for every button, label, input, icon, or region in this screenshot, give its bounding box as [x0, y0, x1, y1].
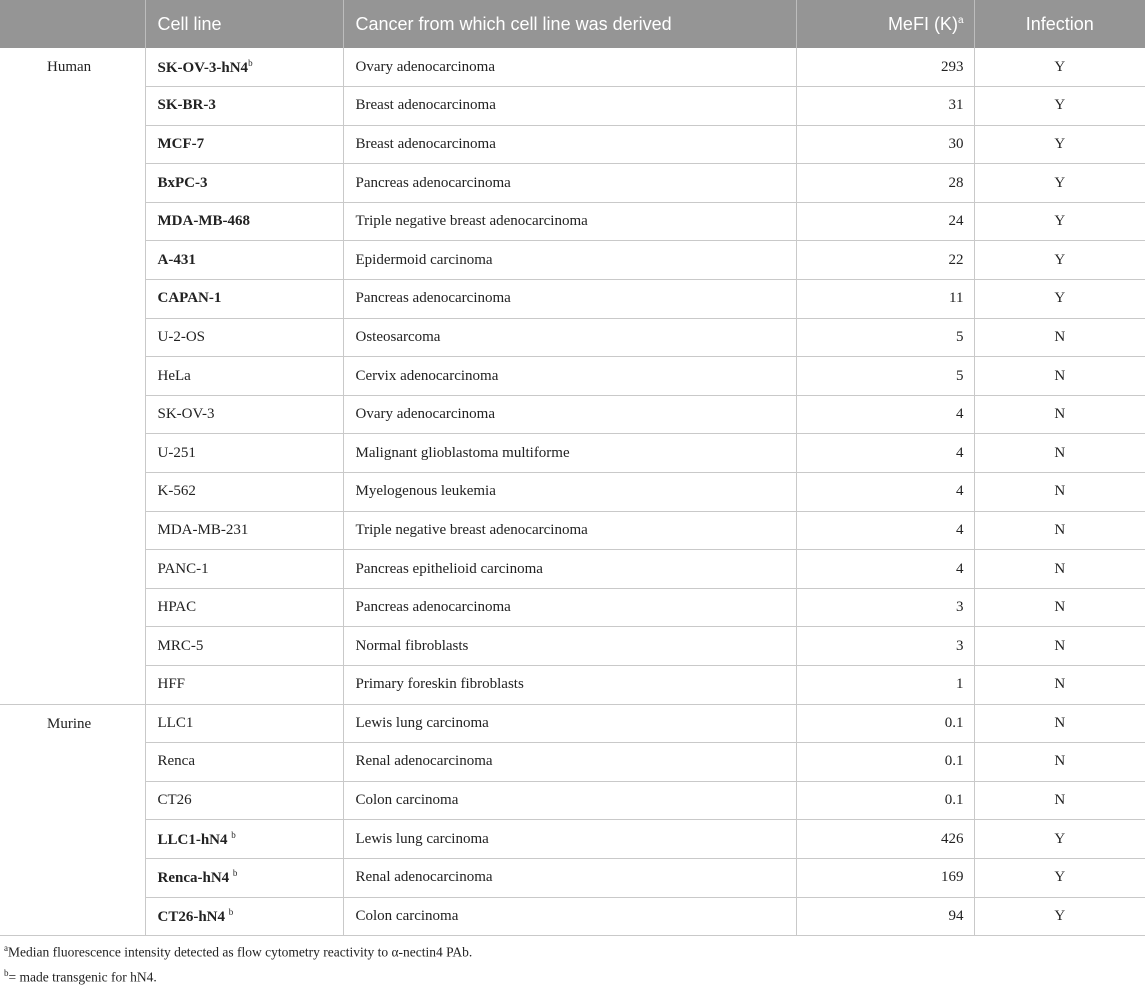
cancer-cell: Primary foreskin fibroblasts: [343, 666, 796, 705]
cancer-cell: Pancreas adenocarcinoma: [343, 164, 796, 203]
infection-cell: N: [974, 395, 1145, 434]
cell-line-cell: [145, 434, 343, 473]
infection-cell: N: [974, 318, 1145, 357]
cell-line-name: LLC1-hN4: [158, 832, 228, 848]
cell-line-name: SK-OV-3: [158, 406, 215, 422]
footnote-b: [4, 963, 472, 987]
infection-cell: Y: [974, 202, 1145, 241]
cell-line-footnote-mark: b: [233, 868, 238, 878]
infection-cell: Y: [974, 125, 1145, 164]
infection-cell: Y: [974, 164, 1145, 203]
mefi-cell: 0.1: [796, 743, 974, 782]
cancer-cell: Renal adenocarcinoma: [343, 858, 796, 897]
footnote-b-mark: b: [4, 968, 9, 978]
mefi-cell: 28: [796, 164, 974, 203]
footnote-a: [4, 938, 472, 963]
infection-cell: N: [974, 357, 1145, 396]
table-row: [0, 897, 1145, 936]
infection-cell: N: [974, 588, 1145, 627]
mefi-cell: 4: [796, 434, 974, 473]
cancer-cell: Myelogenous leukemia: [343, 473, 796, 512]
table-row: [0, 704, 1145, 743]
infection-cell: N: [974, 743, 1145, 782]
infection-cell: Y: [974, 897, 1145, 936]
cancer-cell: Renal adenocarcinoma: [343, 743, 796, 782]
cancer-cell: Pancreas adenocarcinoma: [343, 588, 796, 627]
cancer-cell: Lewis lung carcinoma: [343, 704, 796, 743]
infection-cell: N: [974, 781, 1145, 820]
cell-line-footnote-mark: b: [248, 58, 253, 68]
cell-line-name: HeLa: [158, 368, 191, 384]
mefi-cell: 3: [796, 588, 974, 627]
cell-line-name: MDA-MB-468: [158, 213, 250, 229]
cell-line-cell: [145, 511, 343, 550]
cancer-cell: Normal fibroblasts: [343, 627, 796, 666]
cell-line-cell: [145, 897, 343, 936]
infection-cell: N: [974, 511, 1145, 550]
mefi-cell: 22: [796, 241, 974, 280]
footnote-a-mark: a: [4, 943, 8, 953]
species-cell: Murine: [0, 704, 145, 936]
mefi-cell: 4: [796, 511, 974, 550]
header-mefi: [796, 0, 974, 48]
table-header-row: [0, 0, 1145, 48]
infection-cell: N: [974, 550, 1145, 589]
cell-line-footnote-mark: b: [231, 830, 236, 840]
mefi-cell: 4: [796, 550, 974, 589]
cell-line-cell: [145, 125, 343, 164]
mefi-cell: 0.1: [796, 781, 974, 820]
cell-line-name: PANC-1: [158, 561, 209, 577]
cell-line-name: MRC-5: [158, 638, 204, 654]
cancer-cell: Cervix adenocarcinoma: [343, 357, 796, 396]
cell-line-name: A-431: [158, 252, 196, 268]
table-row: [0, 125, 1145, 164]
cell-line-name: BxPC-3: [158, 175, 208, 191]
cell-line-name: HFF: [158, 676, 186, 692]
table-row: [0, 434, 1145, 473]
cancer-cell: Lewis lung carcinoma: [343, 820, 796, 859]
table-row: [0, 164, 1145, 203]
mefi-cell: 24: [796, 202, 974, 241]
mefi-cell: 1: [796, 666, 974, 705]
table-row: [0, 588, 1145, 627]
cell-line-name: Renca: [158, 753, 195, 769]
cell-line-name: CT26-hN4: [158, 909, 226, 925]
cancer-cell: Pancreas adenocarcinoma: [343, 280, 796, 319]
cell-line-cell: [145, 627, 343, 666]
footnote-b-text: = made transgenic for hN4.: [9, 969, 157, 984]
cancer-cell: Ovary adenocarcinoma: [343, 48, 796, 87]
infection-cell: N: [974, 704, 1145, 743]
species-cell: Human: [0, 48, 145, 704]
header-species: [0, 0, 145, 48]
table-row: [0, 318, 1145, 357]
cell-line-name: K-562: [158, 483, 196, 499]
cancer-cell: Breast adenocarcinoma: [343, 125, 796, 164]
mefi-cell: 94: [796, 897, 974, 936]
cell-line-cell: [145, 588, 343, 627]
cell-line-cell: [145, 820, 343, 859]
cell-line-name: SK-OV-3-hN4: [158, 60, 249, 76]
table-row: [0, 743, 1145, 782]
mefi-cell: 11: [796, 280, 974, 319]
cell-line-footnote-mark: b: [229, 907, 234, 917]
infection-cell: N: [974, 434, 1145, 473]
cell-line-cell: [145, 164, 343, 203]
cell-line-name: U-251: [158, 445, 196, 461]
infection-cell: N: [974, 473, 1145, 512]
mefi-cell: 293: [796, 48, 974, 87]
footnotes: [4, 938, 472, 987]
table-row: [0, 511, 1145, 550]
cell-line-name: HPAC: [158, 599, 197, 615]
cancer-cell: Breast adenocarcinoma: [343, 87, 796, 126]
header-mefi-label: MeFI (K): [888, 14, 958, 34]
infection-cell: Y: [974, 858, 1145, 897]
cell-line-name: U-2-OS: [158, 329, 206, 345]
cell-line-name: Renca-hN4: [158, 870, 230, 886]
cell-line-cell: [145, 241, 343, 280]
header-infection: Infection: [974, 0, 1145, 48]
table-row: [0, 395, 1145, 434]
cell-line-cell: [145, 473, 343, 512]
cell-line-cell: [145, 781, 343, 820]
table-row: [0, 241, 1145, 280]
infection-cell: Y: [974, 820, 1145, 859]
mefi-cell: 5: [796, 357, 974, 396]
cell-line-cell: [145, 743, 343, 782]
cell-line-cell: [145, 318, 343, 357]
table-row: [0, 48, 1145, 87]
cell-line-cell: [145, 48, 343, 87]
infection-cell: N: [974, 627, 1145, 666]
header-cancer: Cancer from which cell line was derived: [343, 0, 796, 48]
footnote-a-text: Median fluorescence intensity detected as flow cytometry reactivity to α-nectin4 PAb.: [8, 945, 472, 960]
table-row: [0, 357, 1145, 396]
mefi-cell: 0.1: [796, 704, 974, 743]
table-row: [0, 666, 1145, 705]
cell-line-cell: [145, 395, 343, 434]
cancer-cell: Malignant glioblastoma multiforme: [343, 434, 796, 473]
cell-line-cell: [145, 280, 343, 319]
mefi-cell: 426: [796, 820, 974, 859]
mefi-cell: 30: [796, 125, 974, 164]
table-row: [0, 473, 1145, 512]
cell-line-name: SK-BR-3: [158, 97, 216, 113]
cancer-cell: Osteosarcoma: [343, 318, 796, 357]
infection-cell: N: [974, 666, 1145, 705]
infection-cell: Y: [974, 48, 1145, 87]
table-row: [0, 627, 1145, 666]
cell-line-name: MDA-MB-231: [158, 522, 249, 538]
table-row: [0, 87, 1145, 126]
cell-line-cell: [145, 87, 343, 126]
table-row: [0, 280, 1145, 319]
cancer-cell: Ovary adenocarcinoma: [343, 395, 796, 434]
cell-line-cell: [145, 357, 343, 396]
table-row: [0, 550, 1145, 589]
table-row: [0, 202, 1145, 241]
cancer-cell: Colon carcinoma: [343, 897, 796, 936]
cancer-cell: Triple negative breast adenocarcinoma: [343, 202, 796, 241]
mefi-cell: 5: [796, 318, 974, 357]
cell-line-cell: [145, 666, 343, 705]
cancer-cell: Triple negative breast adenocarcinoma: [343, 511, 796, 550]
cell-line-name: MCF-7: [158, 136, 205, 152]
cell-line-name: CT26: [158, 792, 192, 808]
cell-line-name: LLC1: [158, 715, 194, 731]
cancer-cell: Pancreas epithelioid carcinoma: [343, 550, 796, 589]
mefi-cell: 169: [796, 858, 974, 897]
table-row: [0, 820, 1145, 859]
cell-line-cell: [145, 202, 343, 241]
cell-line-cell: [145, 704, 343, 743]
table-body: [0, 48, 1145, 936]
table-row: [0, 781, 1145, 820]
header-cell-line: Cell line: [145, 0, 343, 48]
mefi-cell: 4: [796, 473, 974, 512]
header-mefi-footnote-mark: a: [958, 15, 964, 26]
infection-cell: Y: [974, 241, 1145, 280]
cancer-cell: Epidermoid carcinoma: [343, 241, 796, 280]
infection-cell: Y: [974, 280, 1145, 319]
mefi-cell: 4: [796, 395, 974, 434]
mefi-cell: 3: [796, 627, 974, 666]
table-row: [0, 858, 1145, 897]
cancer-cell: Colon carcinoma: [343, 781, 796, 820]
cell-line-cell: [145, 550, 343, 589]
cell-line-cell: [145, 858, 343, 897]
mefi-cell: 31: [796, 87, 974, 126]
cell-line-name: CAPAN-1: [158, 290, 222, 306]
infection-cell: Y: [974, 87, 1145, 126]
